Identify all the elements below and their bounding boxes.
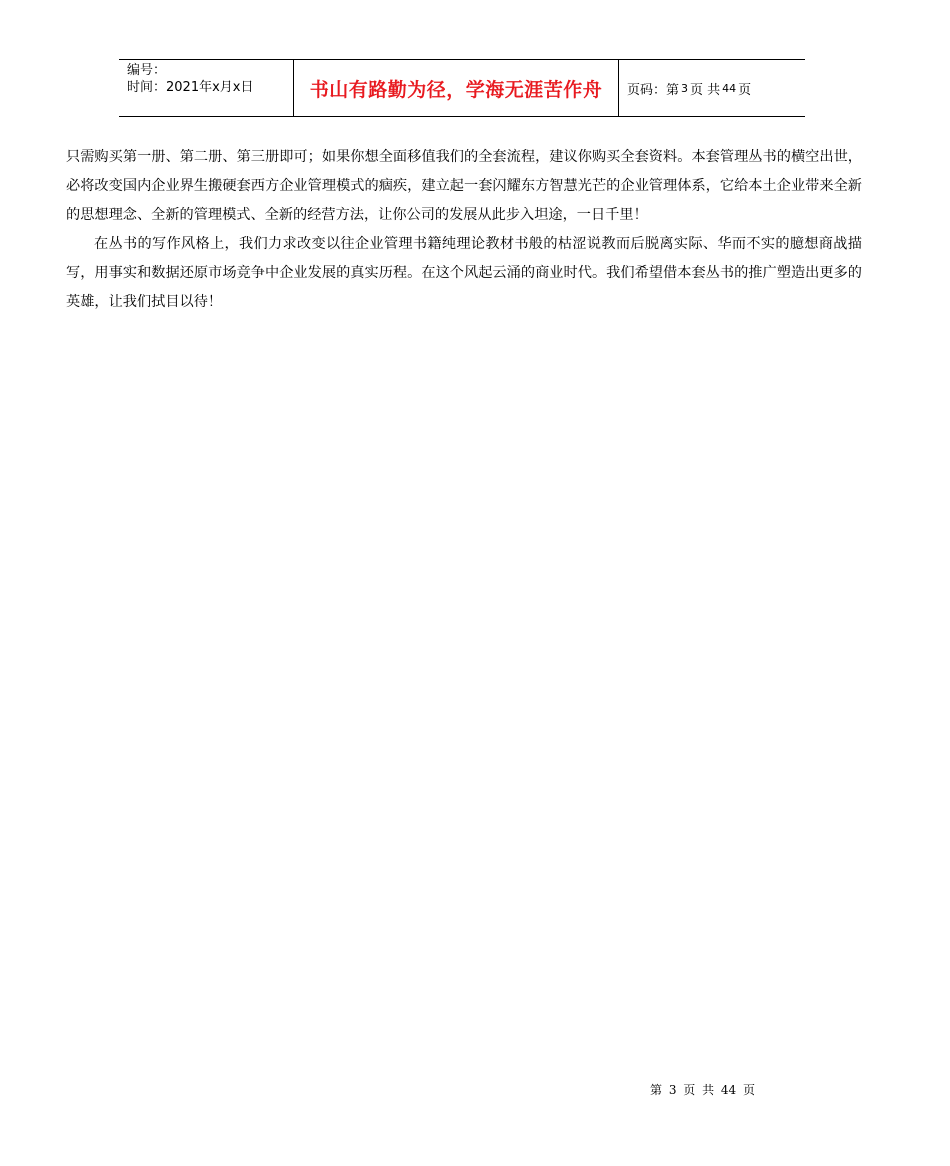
paragraph: 在丛书的写作风格上，我们力求改变以往企业管理书籍纯理论教材书般的枯涩说教而后脱离实际、华而不实的臆想商战描写，用事实和数据还原市场竞争中企业发展的真实历程。在这个风起云涌的商业时代。我们希望借本套丛书的推广塑造出更多的英雄，让我们拭目以待！ xyxy=(66,236,862,310)
page-footer: 第 3 页 共 44 页 xyxy=(650,1083,755,1097)
header-motto: 书山有路勤为径，学海无涯苦作舟 xyxy=(294,60,619,116)
page-suffix: 页 xyxy=(738,82,752,98)
serial-number-label: 编号： xyxy=(127,63,167,78)
page-prefix: 页码：第 xyxy=(627,82,680,98)
page-total-number: 44 xyxy=(722,81,737,95)
time-label: 时间：2021年x月x日 xyxy=(127,80,254,95)
header-page-info xyxy=(619,60,805,116)
page-current-number: 3 xyxy=(681,81,689,95)
header-info-cell xyxy=(119,60,294,116)
paragraph: 只需购买第一册、第二册、第三册即可；如果你想全面移值我们的全套流程，建议你购买全套资料。本套管理丛书的横空出世，必将改变国内企业界生搬硬套西方企业管理模式的痼疾，建立起一套闪耀东方智慧光芒的企业管理体系，它给本土企业带来全新的思想理念、全新的管理模式、全新的经营方法，让你公司的发展从此步入坦途，一日千里！ xyxy=(66,149,862,223)
body-text xyxy=(66,143,862,317)
page-header xyxy=(119,59,805,117)
page-middle: 页 共 xyxy=(690,82,721,98)
